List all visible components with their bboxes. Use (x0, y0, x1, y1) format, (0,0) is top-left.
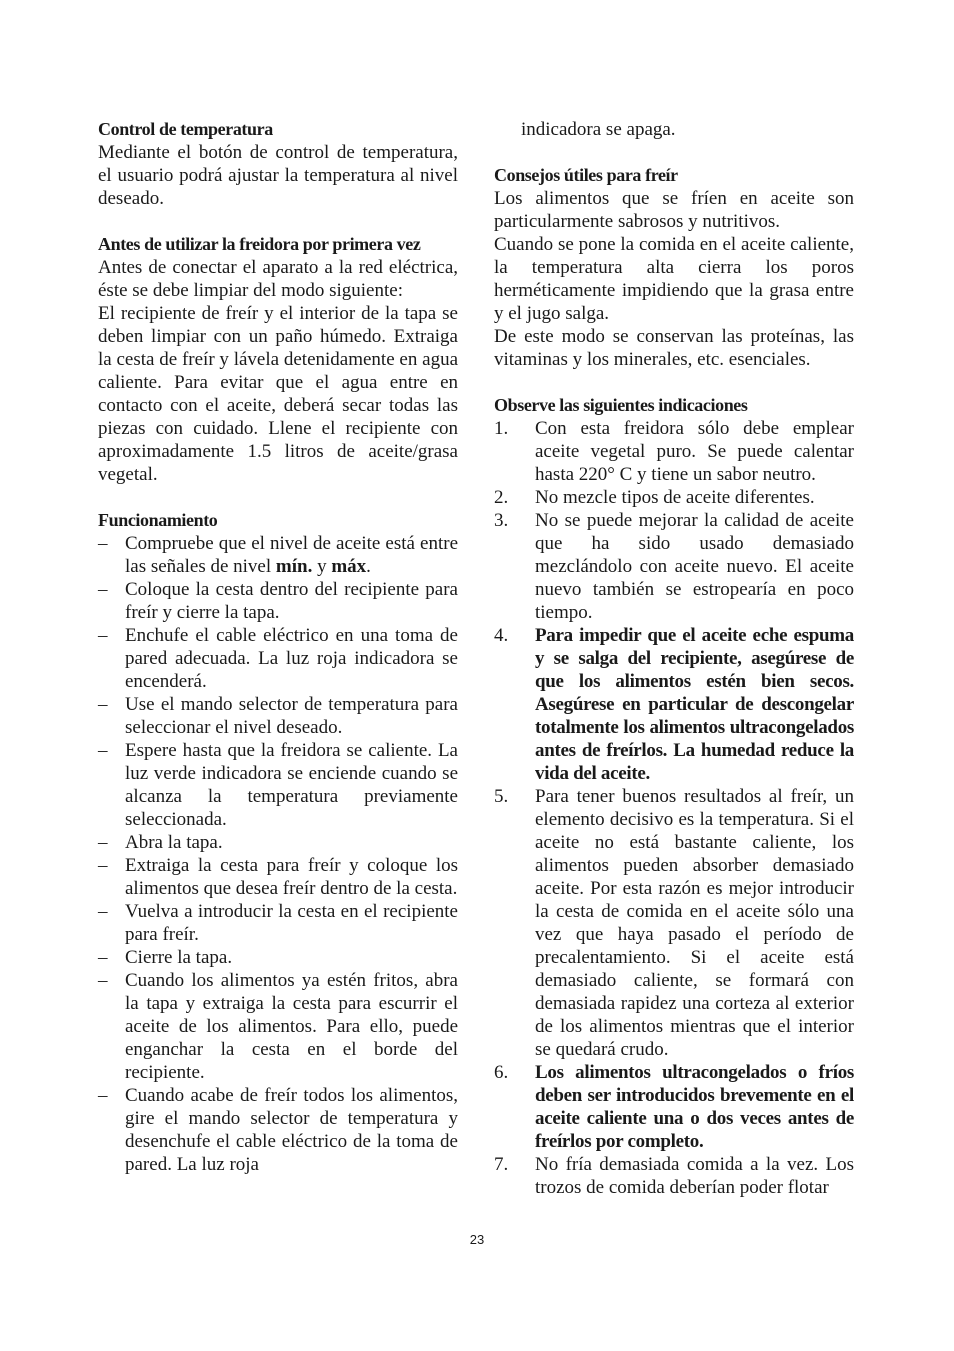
list-bullet: – (98, 1085, 108, 1106)
list-item (98, 532, 458, 578)
list-item (98, 739, 458, 831)
numbered-item (494, 1061, 854, 1153)
list-item (98, 854, 458, 900)
numbered-item (494, 785, 854, 1061)
list-bullet: – (98, 970, 108, 991)
list-item-text: Extraiga la cesta para freír y coloque los alimentos que desea freír dentro de la cesta. (125, 855, 458, 899)
page-number: 23 (469, 1232, 485, 1247)
list-item (98, 969, 458, 1084)
left-column (98, 118, 458, 1176)
section-heading-frying-tips: Consejos útiles para freír (494, 165, 678, 185)
frying-tips-paragraph: De este modo se conservan las proteínas, las vitaminas y los minerales, etc. esenciales. (494, 326, 854, 370)
list-bullet: – (98, 625, 108, 646)
right-column (494, 118, 854, 1199)
list-item (98, 1084, 458, 1176)
numbered-item (494, 417, 854, 486)
item-text: No mezcle tipos de aceite diferentes. (535, 487, 815, 508)
section-heading-indications: Observe las siguientes indicaciones (494, 395, 748, 415)
item-number: 6. (494, 1062, 509, 1083)
list-bullet: – (98, 855, 108, 876)
list-item-text: Coloque la cesta dentro del recipiente para freír y cierre la tapa. (125, 579, 458, 623)
item-number: 5. (494, 786, 509, 807)
item-text: Para impedir que el aceite eche espuma y se salga del recipiente, asegúrese de que los alimentos estén bien secos. Asegúrese en particular de descongelar totalmente los alimentos ultracongelados antes de freírlos. La humedad reduce la vida del aceite. (535, 625, 854, 784)
item-text: Para tener buenos resultados al freír, un elemento decisivo es la temperatura. Si el aceite no está bastante caliente, los alimentos pueden absorber demasiado aceite. Por esta razón es mejor introducir la cesta de comida en el aceite sólo una vez que haya pasado el período de precalentamiento. Si el aceite está demasiado caliente, se formará con demasiada rapidez una corteza al exterior de los alimentos mientras que el interior se quedará crudo. (535, 786, 854, 1060)
item-number: 2. (494, 487, 509, 508)
list-item-text: Cuando acabe de freír todos los alimentos, gire el mando selector de temperatura y desenchufe el cable eléctrico de la toma de pared. La luz roja (125, 1085, 458, 1175)
list-bullet: – (98, 832, 108, 853)
list-item (98, 946, 458, 969)
section-heading-operation: Funcionamiento (98, 510, 218, 530)
list-item-text: Cuando los alimentos ya estén fritos, abra la tapa y extraiga la cesta para escurrir el aceite de los alimentos. Para ello, puede enganchar la cesta en el borde del recipiente. (125, 970, 458, 1083)
list-bullet: – (98, 694, 108, 715)
numbered-item (494, 486, 854, 509)
continuation-text: indicadora se apaga. (521, 119, 676, 140)
list-item (98, 624, 458, 693)
list-bullet: – (98, 740, 108, 761)
list-item-text: Cierre la tapa. (125, 947, 233, 968)
before-first-use-instructions: El recipiente de freír y el interior de la tapa se deben limpiar con un paño húmedo. Extraiga la cesta de freír y lávela detenidamente en agua caliente. Para evitar que el agua entre en contacto con el aceite, deberá secar todas las piezas con cuidado. Llene el recipiente con aproximadamente 1.5 litros de aceite/grasa vegetal. (98, 303, 458, 485)
temperature-control-text: Mediante el botón de control de temperatura, el usuario podrá ajustar la temperatura al nivel deseado. (98, 142, 458, 209)
item-number: 3. (494, 510, 509, 531)
list-item (98, 693, 458, 739)
item-text: No fría demasiada comida a la vez. Los trozos de comida deberían poder flotar (535, 1154, 854, 1198)
item-number: 7. (494, 1154, 509, 1175)
list-item-text: Compruebe que el nivel de aceite está entre las señales de nivel mín. y máx. (125, 533, 458, 577)
section-heading-before-first-use: Antes de utilizar la freidora por primera vez (98, 234, 421, 254)
frying-tips-paragraph: Cuando se pone la comida en el aceite caliente, la temperatura alta cierra los poros herméticamente impidiendo que la grasa entre y el jugo salga. (494, 234, 854, 324)
numbered-item (494, 1153, 854, 1199)
list-bullet: – (98, 901, 108, 922)
list-item-text: Use el mando selector de temperatura para seleccionar el nivel deseado. (125, 694, 458, 738)
list-item (98, 578, 458, 624)
list-bullet: – (98, 533, 108, 554)
item-text: No se puede mejorar la calidad de aceite que ha sido usado demasiado mezclándolo con aceite nuevo. El aceite nuevo también se estropearía en poco tiempo. (535, 510, 854, 623)
item-number: 1. (494, 418, 509, 439)
before-first-use-intro: Antes de conectar el aparato a la red eléctrica, éste se debe limpiar del modo siguiente: (98, 257, 458, 301)
list-bullet: – (98, 579, 108, 600)
section-heading-temperature-control: Control de temperatura (98, 119, 273, 139)
list-item-text: Vuelva a introducir la cesta en el recipiente para freír. (125, 901, 458, 945)
numbered-item (494, 509, 854, 624)
frying-tips-paragraph: Los alimentos que se fríen en aceite son particularmente sabrosos y nutritivos. (494, 188, 854, 232)
list-item-text: Enchufe el cable eléctrico en una toma de pared adecuada. La luz roja indicadora se encenderá. (125, 625, 458, 692)
list-item (98, 831, 458, 854)
list-item-text: Abra la tapa. (125, 832, 223, 853)
item-number: 4. (494, 625, 509, 646)
list-item (98, 900, 458, 946)
list-item-text: Espere hasta que la freidora se caliente. La luz verde indicadora se enciende cuando se alcanza la temperatura previamente seleccionada. (125, 740, 458, 830)
item-text: Los alimentos ultracongelados o fríos deben ser introducidos brevemente en el aceite caliente una o dos veces antes de freírlos por completo. (535, 1062, 854, 1152)
numbered-item (494, 624, 854, 785)
item-text: Con esta freidora sólo debe emplear aceite vegetal puro. Se puede calentar hasta 220° C y tiene un sabor neutro. (535, 418, 854, 485)
list-bullet: – (98, 947, 108, 968)
